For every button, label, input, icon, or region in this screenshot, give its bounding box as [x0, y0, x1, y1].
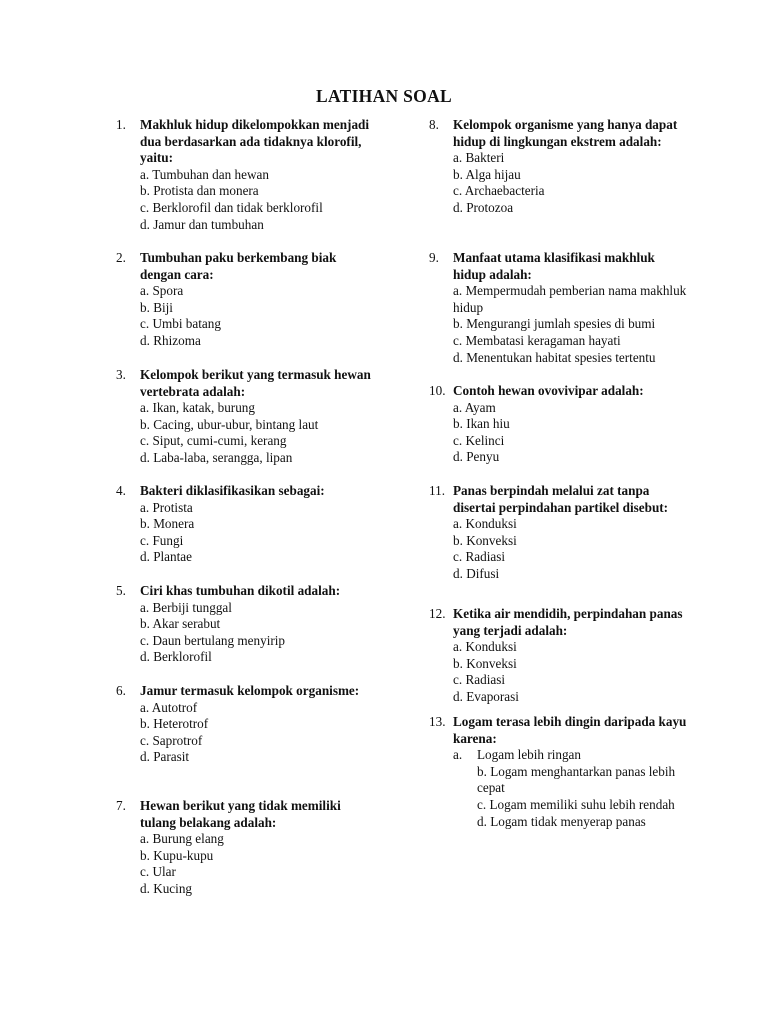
option-item: c. Saprotrof — [140, 732, 203, 748]
option-item: c. Siput, cumi-cumi, kerang — [140, 433, 287, 449]
option-item: d. Plantae — [140, 549, 193, 565]
question-item — [116, 250, 372, 350]
option-item: b. Monera — [140, 516, 195, 532]
question-text: Ciri khas tumbuhan dikotil adalah: — [140, 583, 341, 598]
question-text: Logam terasa lebih dingin daripada kayu karena: — [453, 714, 687, 746]
option-item: a. Burung elang — [140, 831, 224, 847]
option-item: c. Ular — [140, 864, 176, 880]
question-number: 8. — [429, 117, 439, 132]
question-number: 11. — [429, 483, 445, 498]
question-item — [429, 714, 689, 830]
option-item: d. Parasit — [140, 749, 190, 765]
question-text: Makhluk hidup dikelompokkan menjadi dua berdasarkan ada tidaknya klorofil, yaitu: — [140, 117, 370, 166]
option-item: b. Cacing, ubur-ubur, bintang laut — [140, 416, 319, 432]
option-item: c. Umbi batang — [140, 316, 221, 332]
option-item: d. Berklorofil — [140, 649, 212, 665]
question-number: 3. — [116, 367, 126, 382]
question-item — [429, 383, 689, 466]
question-text: Kelompok berikut yang termasuk hewan vertebrata adalah: — [140, 367, 371, 399]
question-item — [116, 367, 372, 467]
option-item: d. Laba-laba, serangga, lipan — [140, 449, 293, 465]
option-item: a. Ikan, katak, burung — [140, 400, 255, 416]
question-number: 13. — [429, 714, 446, 729]
question-text: Bakteri diklasifikasikan sebagai: — [140, 483, 325, 498]
question-item — [429, 250, 689, 366]
option-item: b. Konveksi — [453, 532, 517, 548]
option-letter: a. — [453, 747, 463, 763]
question-number: 7. — [116, 798, 126, 813]
option-item: a. Tumbuhan dan hewan — [140, 166, 269, 182]
option-item: b. Logam menghantarkan panas lebih cepat — [477, 763, 676, 796]
option-item: b. Heterotrof — [140, 716, 209, 732]
question-number: 2. — [116, 250, 126, 265]
option-item: c. Radiasi — [453, 672, 506, 688]
option-item: c. Kelinci — [453, 432, 505, 448]
question-item — [116, 583, 372, 666]
question-text: Ketika air mendidih, perpindahan panas yang terjadi adalah: — [453, 606, 683, 638]
option-item: d. Difusi — [453, 565, 500, 581]
page-title: LATIHAN SOAL — [315, 86, 452, 106]
option-item: c. Berklorofil dan tidak berklorofil — [140, 199, 323, 215]
option-list — [453, 764, 689, 830]
option-item: c. Membatasi keragaman hayati — [453, 332, 621, 348]
option-item: a. Ayam — [453, 399, 496, 415]
option-item: c. Daun bertulang menyirip — [140, 632, 286, 648]
option-item: a. Spora — [140, 283, 184, 299]
question-item — [429, 117, 689, 217]
question-item — [116, 798, 372, 898]
option-item: d. Evaporasi — [453, 688, 519, 704]
question-text: Tumbuhan paku berkembang biak dengan cara: — [140, 250, 337, 282]
option-item: b. Protista dan monera — [140, 183, 259, 199]
option-text: Logam lebih ringan — [477, 747, 582, 763]
question-text: Panas berpindah melalui zat tanpa disertai perpindahan partikel disebut: — [453, 483, 669, 515]
option-item — [453, 747, 689, 764]
option-item: d. Penyu — [453, 449, 500, 465]
question-item — [116, 117, 372, 233]
option-item: c. Radiasi — [453, 549, 506, 565]
question-number: 5. — [116, 583, 126, 598]
option-item: b. Biji — [140, 299, 173, 315]
option-item: b. Ikan hiu — [453, 416, 510, 432]
question-item — [429, 483, 689, 583]
question-number: 12. — [429, 606, 446, 621]
question-text: Kelompok organisme yang hanya dapat hidup di lingkungan ekstrem adalah: — [453, 117, 678, 149]
option-item: d. Kucing — [140, 880, 193, 896]
question-text: Contoh hewan ovovivipar adalah: — [453, 383, 644, 398]
option-item: a. Bakteri — [453, 150, 505, 166]
question-number: 10. — [429, 383, 446, 398]
question-item — [116, 483, 372, 566]
question-item — [429, 606, 689, 706]
question-number: 9. — [429, 250, 439, 265]
option-item: d. Rhizoma — [140, 332, 201, 348]
option-item: d. Menentukan habitat spesies tertentu — [453, 349, 656, 365]
option-item: a. Mempermudah pemberian nama makhluk hidup — [453, 283, 687, 315]
option-item: b. Konveksi — [453, 655, 517, 671]
option-item: b. Akar serabut — [140, 616, 221, 632]
option-item: c. Fungi — [140, 532, 184, 548]
question-number: 4. — [116, 483, 126, 498]
option-item: c. Archaebacteria — [453, 183, 545, 199]
option-item: a. Protista — [140, 499, 193, 515]
option-item: c. Logam memiliki suhu lebih rendah — [477, 796, 675, 812]
option-item: b. Alga hijau — [453, 166, 521, 182]
question-text: Hewan berikut yang tidak memiliki tulang belakang adalah: — [140, 798, 341, 830]
question-text: Manfaat utama klasifikasi makhluk hidup adalah: — [453, 250, 655, 282]
option-item: d. Logam tidak menyerap panas — [477, 813, 646, 829]
option-item: d. Protozoa — [453, 199, 514, 215]
option-item: b. Kupu-kupu — [140, 847, 214, 863]
option-item: a. Konduksi — [453, 639, 517, 655]
option-item: b. Mengurangi jumlah spesies di bumi — [453, 316, 656, 332]
question-number: 6. — [116, 683, 126, 698]
option-item: a. Berbiji tunggal — [140, 599, 232, 615]
question-number: 1. — [116, 117, 126, 132]
option-item: a. Autotrof — [140, 699, 198, 715]
question-text: Jamur termasuk kelompok organisme: — [140, 683, 360, 698]
option-item: a. Konduksi — [453, 516, 517, 532]
option-item: d. Jamur dan tumbuhan — [140, 216, 264, 232]
question-item — [116, 683, 372, 766]
